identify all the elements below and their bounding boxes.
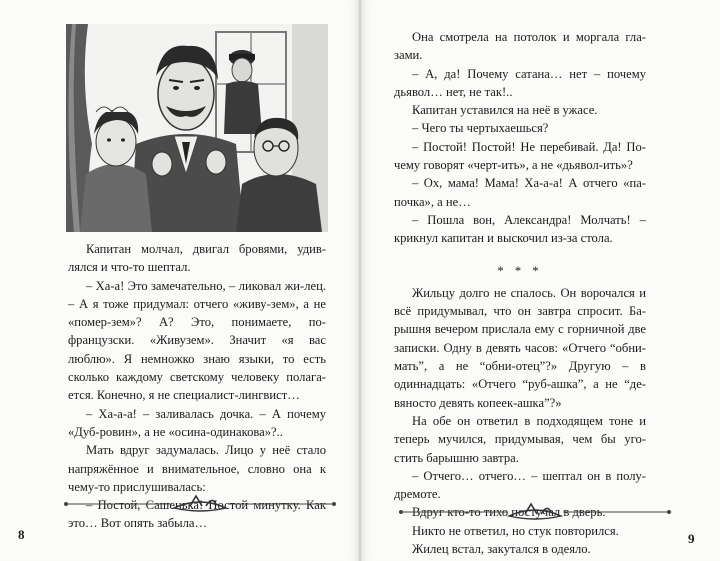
paragraph: – Ох, мама! Мама! Ха-а-а! А отчего «па-почка», а не… bbox=[394, 176, 646, 209]
paragraph: Капитан молчал, двигал бровями, удив-лялся и что-то шептал. bbox=[68, 242, 326, 275]
paragraph: Жильцу долго не спалось. Он ворочался и всё придумывал, что он завтра спросит. Ба-рышня вечером прислала ему с горничной две записки. Одну в девять часов: «Отчего “обни-мать”, а не “обни-отец”?» Другую – в одиннадцать: «Отчего “руб-ашка”, а не “де-вяносто девять копеек-ашка”?» bbox=[394, 285, 646, 410]
paragraph: Вдруг кто-то тихо постучал в дверь. bbox=[412, 505, 606, 520]
paragraph: Мать вдруг задумалась. Лицо у неё стало напряжённое и внимательное, словно она к чему-то прислушивалась: bbox=[68, 443, 326, 494]
paragraph: – Чего ты чертыхаешься? bbox=[412, 121, 549, 136]
left-page bbox=[0, 0, 359, 561]
paragraph: Она смотрела на потолок и моргала гла-зами. bbox=[394, 30, 646, 63]
right-page-text bbox=[394, 28, 646, 558]
paragraph: – А, да! Почему сатана… нет – почему дьявол… нет, не так!.. bbox=[394, 66, 646, 99]
left-page-text bbox=[68, 240, 326, 533]
paragraph: – Ха-а! Это замечательно, – ликовал жи-лец. – А я тоже придумал: отчего «живу-зем», а не «помер-зем»? А? Это, понимаете, по-французски. «Живузем». Значит «я вас люблю». Я немножко знаю языки, то есть сколько каждому светскому человеку полага-ется. Конечно, я не специалист-лингвист… bbox=[68, 278, 326, 403]
right-page bbox=[361, 0, 720, 561]
illustration bbox=[66, 24, 328, 232]
page-number: 9 bbox=[688, 531, 695, 546]
paragraph: – Постой, Сашенька! Постой минутку. Как это… Вот опять забыла… bbox=[68, 498, 326, 531]
paragraph: Жилец встал, закутался в одеяло. bbox=[412, 542, 591, 557]
illustration-drawing bbox=[66, 24, 328, 232]
ornament-divider bbox=[62, 492, 338, 514]
paragraph: Никто не ответил, но стук повторился. bbox=[412, 523, 619, 538]
paragraph: – Пошла вон, Александра! Молчать! – крикнул капитан и выскочил из-за стола. bbox=[394, 212, 646, 246]
paragraph: На обе он ответил в подходящем тоне и теперь мучился, придумывая, чем бы уго-стить барышню завтра. bbox=[394, 413, 646, 465]
section-separator: * * * bbox=[497, 263, 543, 278]
page-number: 8 bbox=[18, 527, 25, 542]
paragraph: – Ха-а-а! – заливалась дочка. – А почему «Дуб-ровин», а не «осина-одинакова»?.. bbox=[68, 406, 326, 439]
paragraph: – Отчего… отчего… – шептал он в полу-дремоте. bbox=[394, 468, 646, 502]
paragraph: – Постой! Постой! Не перебивай. Да! По-чему говорят «черт-ить», а не «дьявол-ить»? bbox=[394, 139, 646, 173]
paragraph: Капитан уставился на неё в ужасе. bbox=[412, 103, 598, 118]
ornament-divider bbox=[397, 500, 673, 522]
